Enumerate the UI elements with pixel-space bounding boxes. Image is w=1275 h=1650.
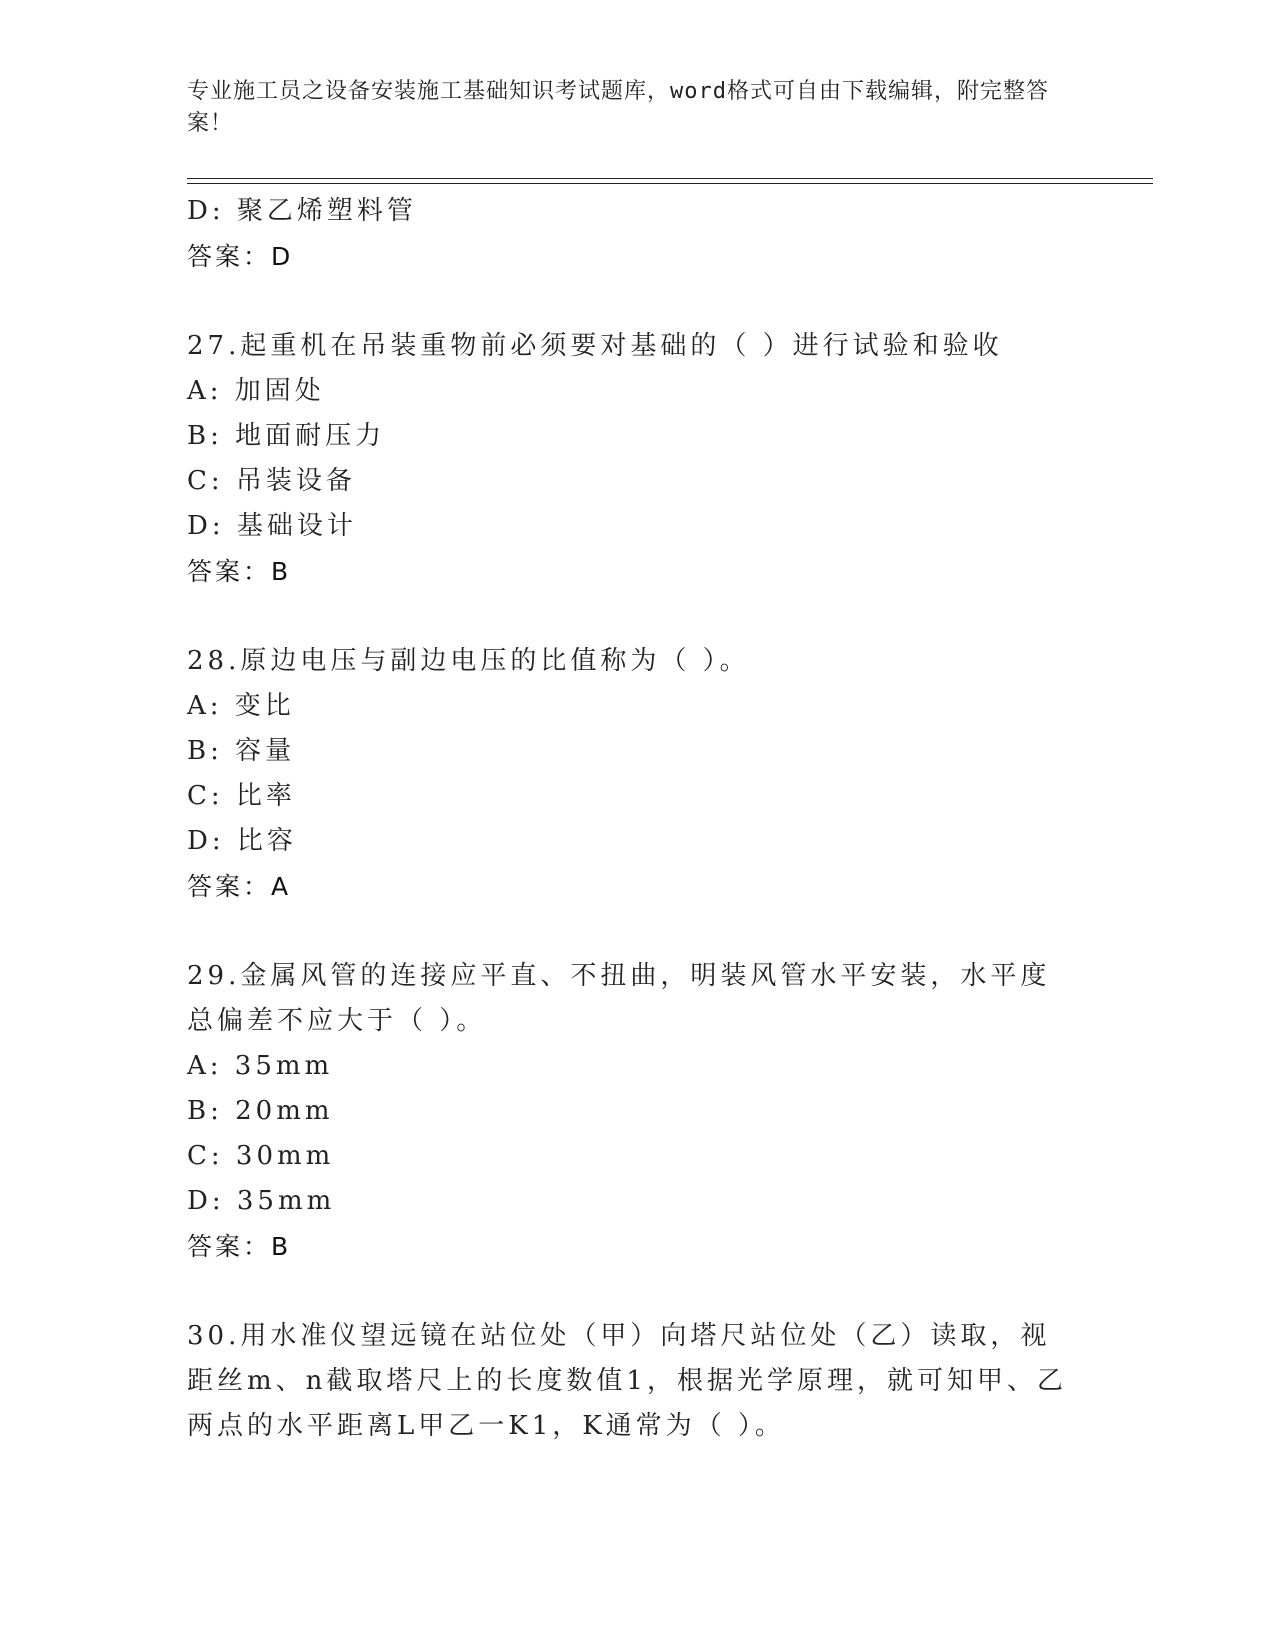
option-b: B: 容量 <box>187 736 296 766</box>
option-c: C: 吊装设备 <box>187 466 356 496</box>
question-29 <box>187 954 1087 1269</box>
option-a: A: 35mm <box>187 1051 334 1081</box>
question-stem: 30.用水准仪望远镜在站位处（甲）向塔尺站位处（乙）读取，视距丝m、n截取塔尺上的长度数值1，根据光学原理，就可知甲、乙两点的水平距离L甲乙一K1，K通常为（ ）。 <box>187 1321 1067 1441</box>
spacer <box>187 594 1087 639</box>
option-d: D: 比容 <box>187 826 297 856</box>
header-divider-bottom <box>187 183 1153 184</box>
option-b: B: 20mm <box>187 1096 334 1126</box>
spacer <box>187 1269 1087 1314</box>
answer-line: 答案：D <box>187 242 294 271</box>
document-header: 专业施工员之设备安装施工基础知识考试题库，word格式可自由下载编辑，附完整答案！ <box>187 79 1049 136</box>
spacer <box>187 909 1087 954</box>
answer-line: 答案：B <box>187 1232 292 1261</box>
question-27 <box>187 324 1087 594</box>
spacer <box>187 279 1087 324</box>
option-a: A: 变比 <box>187 691 295 721</box>
previous-question-tail <box>187 189 1087 279</box>
option-b: B: 地面耐压力 <box>187 421 386 451</box>
option-c: C: 比率 <box>187 781 296 811</box>
question-28 <box>187 639 1087 909</box>
question-stem: 29.金属风管的连接应平直、不扭曲，明装风管水平安装，水平度总偏差不应大于（ ）。 <box>187 961 1051 1036</box>
option-d: D: 35mm <box>187 1186 336 1216</box>
option-d: D: 基础设计 <box>187 511 357 541</box>
answer-line: 答案：B <box>187 557 292 586</box>
option-c: C: 30mm <box>187 1141 335 1171</box>
answer-line: 答案：A <box>187 872 292 901</box>
document-body <box>187 189 1087 1449</box>
header-divider-top <box>187 178 1153 179</box>
option-d: D: 聚乙烯塑料管 <box>187 196 417 226</box>
question-stem: 28.原边电压与副边电压的比值称为（ ）。 <box>187 646 750 676</box>
question-stem: 27.起重机在吊装重物前必须要对基础的（ ）进行试验和验收 <box>187 331 1003 361</box>
question-30 <box>187 1314 1087 1449</box>
option-a: A: 加固处 <box>187 376 325 406</box>
